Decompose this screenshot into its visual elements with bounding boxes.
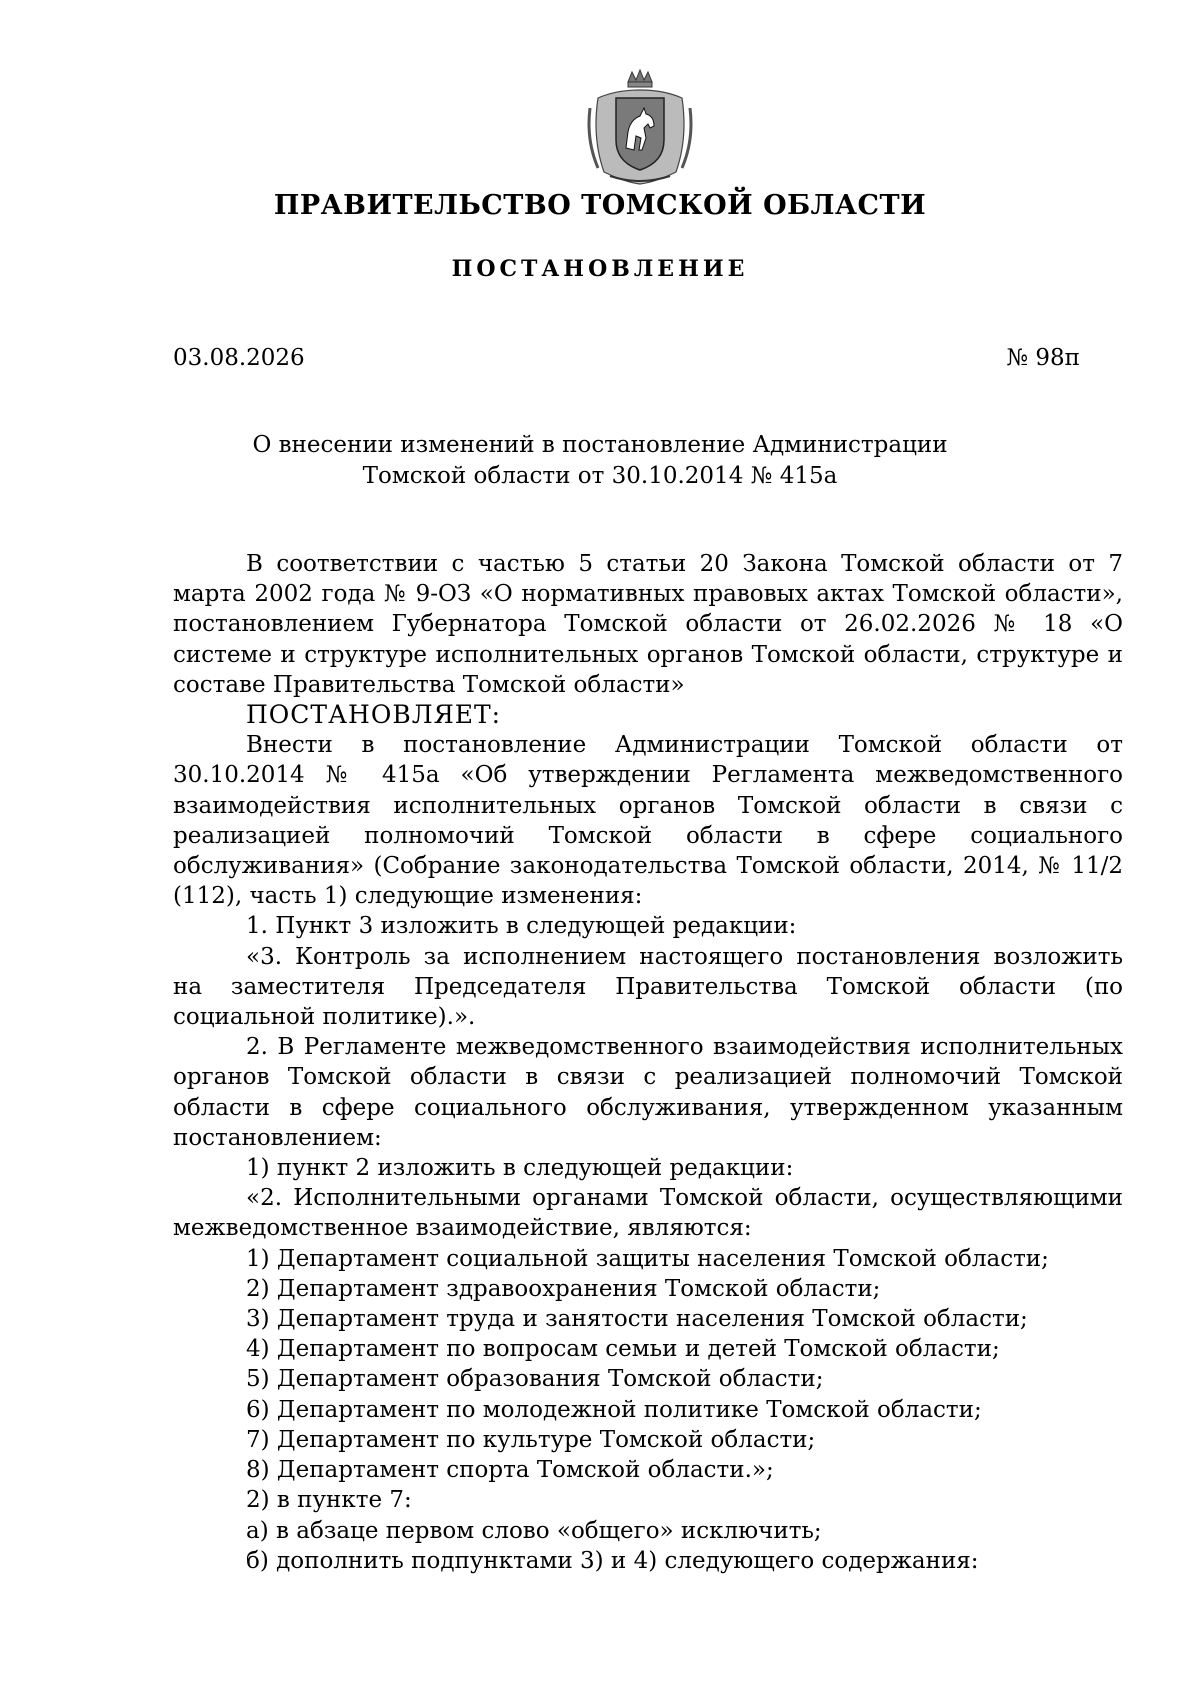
department-list-item: 8) Департамент спорта Томской области.»; <box>246 1457 774 1484</box>
department-list-item: 6) Департамент по молодежной политике Томской области; <box>246 1396 982 1423</box>
department-list-item: 2) Департамент здравоохранения Томской области; <box>246 1275 881 1302</box>
document-date: 03.08.2026 <box>173 345 305 371</box>
subject-line-2: Томской области от 30.10.2014 № 415а <box>362 463 838 489</box>
coat-of-arms-icon <box>584 68 696 186</box>
subject-line-1: О внесении изменений в постановление Администрации <box>252 432 948 458</box>
document-type: ПОСТАНОВЛЕНИЕ <box>451 256 749 282</box>
government-title: ПРАВИТЕЛЬСТВО ТОМСКОЙ ОБЛАСТИ <box>273 190 927 221</box>
decree-word: ПОСТАНОВЛЯЕТ: <box>246 700 502 730</box>
item-1-text-paragraph: «3. Контроль за исполнением настоящего постановления возложить на заместителя Председателя Правительства Томской области (по социальной политике).». <box>173 943 1123 1031</box>
department-list-item: 3) Департамент труда и занятости населения Томской области; <box>246 1306 1028 1333</box>
department-list-item: 7) Департамент по культуре Томской области; <box>246 1426 816 1453</box>
item-2-paragraph: 2. В Регламенте межведомственного взаимодействия исполнительных органов Томской области в связи с реализацией полномочий Томской области в сфере социального обслуживания, утвержденном указанным постановлением: <box>173 1034 1123 1151</box>
item-2-2-paragraph: 2) в пункте 7: <box>246 1487 412 1514</box>
item-2-1-text-paragraph: «2. Исполнительными органами Томской области, осуществляющими межведомственное взаимодействие, являются: <box>173 1185 1123 1242</box>
intro-paragraph: Внести в постановление Администрации Томской области от 30.10.2014 № 415а «Об утверждении Регламента межведомственного взаимодействия исполнительных органов Томской области в связи с реализацией полномочий Томской области в сфере социального обслуживания» (Собрание законодательства Томской области, 2014, № 11/2 (112), часть 1) следующие изменения: <box>173 732 1123 910</box>
item-1-paragraph: 1. Пункт 3 изложить в следующей редакции: <box>246 913 797 940</box>
item-2-2-b-paragraph: б) дополнить подпунктами 3) и 4) следующего содержания: <box>246 1547 979 1574</box>
item-2-1-paragraph: 1) пункт 2 изложить в следующей редакции: <box>246 1155 794 1182</box>
document-subject <box>0 430 1200 492</box>
item-2-2-a-paragraph: а) в абзаце первом слово «общего» исключить; <box>246 1517 822 1544</box>
preamble-paragraph: В соответствии с частью 5 статьи 20 Закона Томской области от 7 марта 2002 года № 9-ОЗ «О нормативных правовых актах Томской области», постановлением Губернатора Томской области от 26.02.2026 № 18 «О системе и структуре исполнительных органов Томской области, структуре и составе Правительства Томской области» <box>173 551 1123 698</box>
coat-of-arms-emblem <box>584 68 696 186</box>
department-list-item: 1) Департамент социальной защиты населения Томской области; <box>246 1245 1049 1272</box>
document-body <box>173 549 1123 1576</box>
document-number: № 98п <box>1006 345 1080 371</box>
department-list-item: 5) Департамент образования Томской области; <box>246 1366 824 1393</box>
department-list-item: 4) Департамент по вопросам семьи и детей Томской области; <box>246 1336 1000 1363</box>
